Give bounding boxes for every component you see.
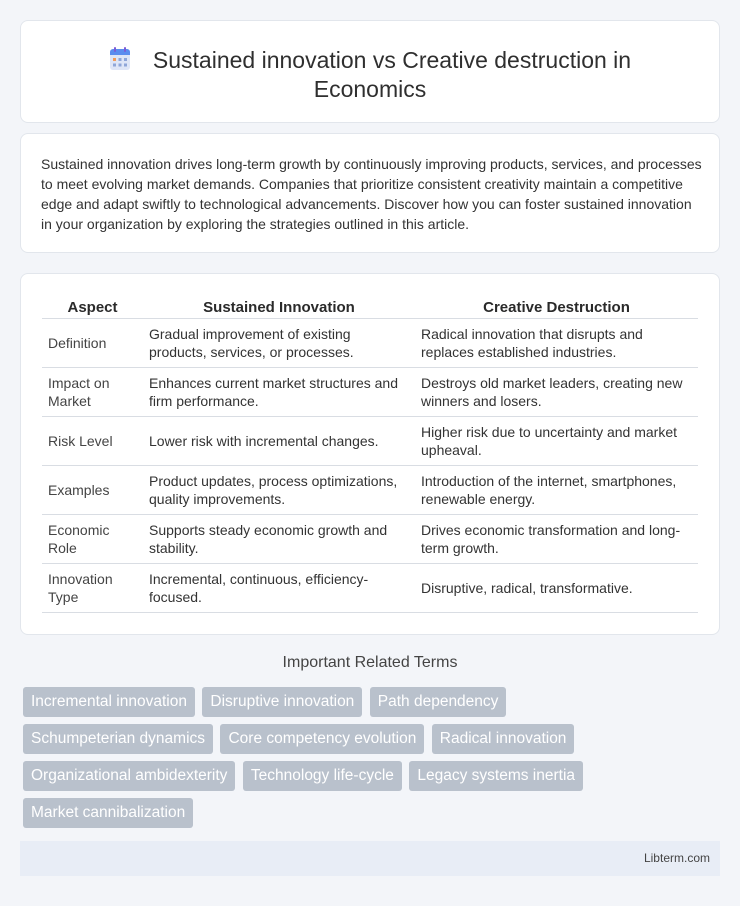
related-term-tag[interactable]: Radical innovation bbox=[432, 724, 575, 754]
row-sustained: Product updates, process optimizations, quality improvements. bbox=[143, 466, 415, 515]
row-aspect: Definition bbox=[42, 319, 143, 368]
header-sustained-innovation: Sustained Innovation bbox=[143, 296, 415, 319]
title-line-2: Economics bbox=[313, 76, 427, 102]
row-aspect: Examples bbox=[42, 466, 143, 515]
related-terms-title: Important Related Terms bbox=[282, 654, 458, 671]
row-sustained: Supports steady economic growth and stability. bbox=[143, 515, 415, 564]
related-term-tag[interactable]: Organizational ambidexterity bbox=[23, 761, 235, 791]
related-term-tag[interactable]: Legacy systems inertia bbox=[409, 761, 583, 791]
row-sustained: Gradual improvement of existing products, services, or processes. bbox=[143, 319, 415, 368]
header-aspect: Aspect bbox=[42, 296, 143, 319]
row-sustained: Lower risk with incremental changes. bbox=[143, 417, 415, 466]
related-term-tag[interactable]: Market cannibalization bbox=[23, 798, 193, 828]
table-row bbox=[42, 466, 698, 515]
related-term-tag[interactable]: Incremental innovation bbox=[23, 687, 195, 717]
footer-site-link[interactable]: Libterm.com bbox=[643, 851, 710, 865]
table-row bbox=[42, 319, 698, 368]
related-term-tag[interactable]: Core competency evolution bbox=[220, 724, 424, 754]
row-creative: Introduction of the internet, smartphones, renewable energy. bbox=[415, 466, 698, 515]
comparison-table bbox=[42, 296, 698, 613]
header-card bbox=[20, 20, 720, 123]
title-line-1: Sustained innovation vs Creative destruction in bbox=[152, 47, 632, 73]
table-row bbox=[42, 417, 698, 466]
table-header-row bbox=[42, 296, 698, 319]
row-sustained: Incremental, continuous, efficiency-focused. bbox=[143, 564, 415, 613]
calendar-grid-icon bbox=[109, 47, 131, 69]
related-term-tag[interactable]: Technology life-cycle bbox=[243, 761, 402, 791]
row-creative: Disruptive, radical, transformative. bbox=[415, 564, 698, 613]
table-row bbox=[42, 515, 698, 564]
table-row bbox=[42, 368, 698, 417]
row-aspect: Innovation Type bbox=[42, 564, 143, 613]
row-aspect: Economic Role bbox=[42, 515, 143, 564]
row-aspect: Risk Level bbox=[42, 417, 143, 466]
related-terms-list bbox=[23, 687, 703, 835]
row-sustained: Enhances current market structures and firm performance. bbox=[143, 368, 415, 417]
row-creative: Drives economic transformation and long-term growth. bbox=[415, 515, 698, 564]
table-row bbox=[42, 564, 698, 613]
row-creative: Radical innovation that disrupts and replaces established industries. bbox=[415, 319, 698, 368]
page-title bbox=[21, 46, 719, 104]
related-term-tag[interactable]: Schumpeterian dynamics bbox=[23, 724, 213, 754]
footer bbox=[20, 841, 720, 876]
related-term-tag[interactable]: Path dependency bbox=[370, 687, 507, 717]
row-aspect: Impact on Market bbox=[42, 368, 143, 417]
row-creative: Destroys old market leaders, creating new winners and losers. bbox=[415, 368, 698, 417]
header-creative-destruction: Creative Destruction bbox=[415, 296, 698, 319]
comparison-table-card bbox=[20, 273, 720, 635]
intro-card bbox=[20, 133, 720, 253]
related-term-tag[interactable]: Disruptive innovation bbox=[202, 687, 362, 717]
row-creative: Higher risk due to uncertainty and market upheaval. bbox=[415, 417, 698, 466]
intro-paragraph: Sustained innovation drives long-term growth by continuously improving products, services, and processes to meet evolving market demands. Companies that prioritize consistent creativity maintain a competitive edge and adapt swiftly to technological advancements. Discover how you can foster sustained innovation in your organization by exploring the strategies outlined in this article. bbox=[41, 156, 702, 232]
